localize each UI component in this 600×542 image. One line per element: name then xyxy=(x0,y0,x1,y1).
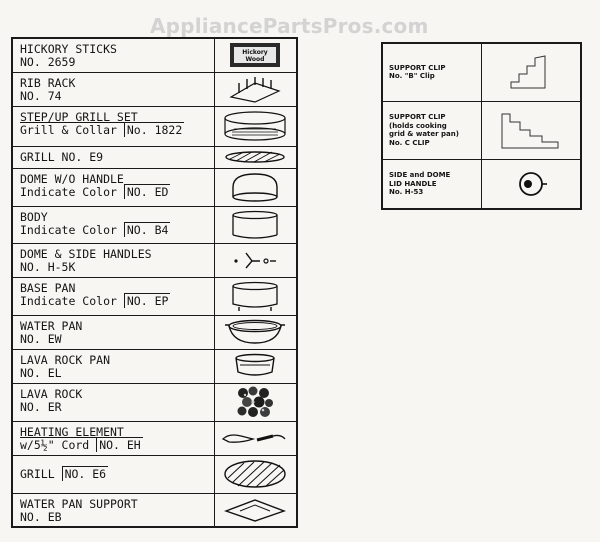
part-row-dome xyxy=(12,168,297,206)
part-description: w/5½" Cord xyxy=(20,437,90,452)
part-row-grill-e9 xyxy=(12,146,297,168)
part-number: NO. ER xyxy=(20,399,62,414)
base-pan-icon xyxy=(227,280,283,312)
part-name: DOME & SIDE HANDLES xyxy=(20,246,152,261)
lid-handle-icon xyxy=(511,167,551,201)
hickory-sticks-box-icon xyxy=(228,41,282,69)
part-name: STEP/UP GRILL SET xyxy=(20,109,138,124)
part-row-rib-rack xyxy=(12,72,297,106)
part-row-lava-rock-pan xyxy=(12,349,297,383)
part-number: NO. H-5K xyxy=(20,259,76,274)
side-part-line: SUPPORT CLIP xyxy=(389,63,446,72)
svg-text:Wood: Wood xyxy=(245,56,265,64)
part-name: DOME W/O HANDLE xyxy=(20,171,124,186)
side-part-row-support-clip-b xyxy=(382,43,581,101)
svg-text:Hickory: Hickory xyxy=(242,49,269,57)
part-description: Indicate Color xyxy=(20,222,117,237)
part-row-lava-rock xyxy=(12,383,297,421)
part-number: NO. B4 xyxy=(124,222,171,237)
support-clip-b-icon xyxy=(501,50,561,94)
part-number: NO. EW xyxy=(20,331,62,346)
part-number: NO. EP xyxy=(124,293,171,308)
watermark: AppliancePartsPros.com xyxy=(150,14,429,38)
part-name: HEATING ELEMENT xyxy=(20,424,124,439)
step-up-grill-set-icon xyxy=(220,108,290,144)
part-name: HICKORY STICKS xyxy=(20,42,117,56)
part-name: GRILL xyxy=(20,466,55,481)
part-name: WATER PAN xyxy=(20,318,83,333)
part-row-dome-side-handles xyxy=(12,243,297,277)
part-name: RIB RACK xyxy=(20,75,76,90)
body-icon xyxy=(227,209,283,241)
part-description: Grill & Collar xyxy=(20,122,117,137)
part-description: Indicate Color xyxy=(20,293,117,308)
part-number: NO. 74 xyxy=(20,88,62,103)
lava-rock-icon xyxy=(235,385,275,419)
side-part-row-lid-handle xyxy=(382,159,581,209)
side-part-line: LID HANDLE xyxy=(389,179,437,188)
part-row-step-up-grill-set xyxy=(12,106,297,146)
part-number: NO. EL xyxy=(20,365,62,380)
part-number: NO. E6 xyxy=(62,466,109,481)
lava-rock-pan-icon xyxy=(230,352,280,380)
grill-e9-icon xyxy=(224,150,286,164)
side-part-number: No. "B" Clip xyxy=(389,72,435,81)
part-name: WATER PAN SUPPORT xyxy=(20,496,138,511)
part-name: LAVA ROCK PAN xyxy=(20,352,111,367)
part-number: NO. EB xyxy=(20,509,62,524)
side-part-line: grid & water pan) xyxy=(389,130,459,138)
side-part-line: (holds cooking xyxy=(389,121,447,130)
side-part-number: No. H-53 xyxy=(389,188,424,196)
part-number: NO. ED xyxy=(124,184,171,199)
part-row-heating-element xyxy=(12,421,297,455)
parts-table xyxy=(11,37,298,528)
part-name: LAVA ROCK xyxy=(20,386,83,401)
part-number: NO. EH xyxy=(96,437,143,452)
part-description: Indicate Color xyxy=(20,184,117,199)
part-row-water-pan xyxy=(12,315,297,349)
part-name: BASE PAN xyxy=(20,280,76,295)
dome-icon xyxy=(227,171,283,203)
side-parts-table xyxy=(381,42,582,210)
support-clip-c-icon xyxy=(496,108,566,152)
part-number: No. 1822 xyxy=(124,122,184,137)
side-part-row-support-clip-c xyxy=(382,101,581,159)
grill-e6-icon xyxy=(222,458,288,490)
part-name: BODY xyxy=(20,209,48,224)
rib-rack-icon xyxy=(225,75,285,103)
part-row-grill-e6 xyxy=(12,455,297,493)
part-name: GRILL NO. E9 xyxy=(20,149,104,164)
part-row-base-pan xyxy=(12,277,297,315)
part-row-hickory-sticks xyxy=(12,38,297,72)
water-pan-support-icon xyxy=(222,497,288,523)
part-number: NO. 2659 xyxy=(20,55,76,69)
part-row-body xyxy=(12,206,297,243)
part-row-water-pan-support xyxy=(12,493,297,527)
side-part-number: No. C CLIP xyxy=(389,138,430,147)
water-pan-icon xyxy=(223,317,287,347)
side-part-line: SIDE and DOME xyxy=(389,171,451,179)
side-part-line: SUPPORT CLIP xyxy=(389,113,446,121)
handles-icon xyxy=(230,249,280,271)
heating-element-icon xyxy=(219,427,291,449)
